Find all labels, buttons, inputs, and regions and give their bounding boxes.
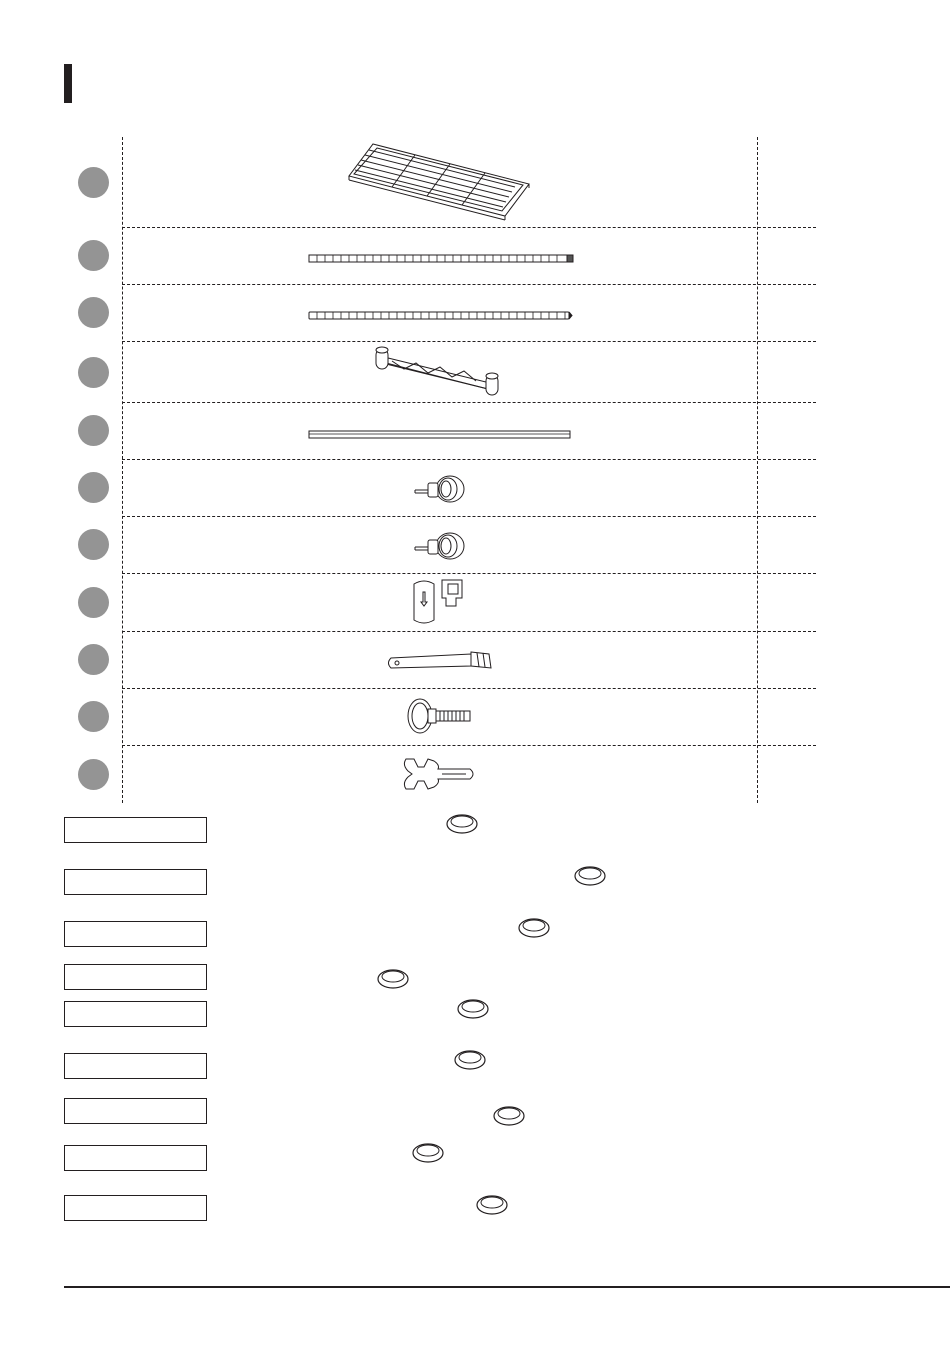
part-marker-icon (518, 916, 550, 938)
part-badge (78, 240, 109, 271)
step-label-box (64, 1195, 207, 1221)
step-label-box (64, 921, 207, 947)
wrench-icon (400, 755, 480, 793)
row-separator (122, 631, 816, 632)
caster-wheel-icon (412, 529, 468, 563)
part-badge (78, 167, 109, 198)
part-marker-icon (454, 1048, 486, 1070)
step-label-box (64, 1053, 207, 1079)
step-label-box (64, 1145, 207, 1171)
part-badge (78, 701, 109, 732)
part-badge (78, 587, 109, 618)
footer-rule (64, 1286, 950, 1288)
row-separator (122, 516, 816, 517)
part-marker-icon (377, 967, 409, 989)
part-badge (78, 472, 109, 503)
row-separator (122, 284, 816, 285)
part-badge (78, 759, 109, 790)
table-divider-right (757, 137, 758, 803)
post-pole-icon (308, 311, 574, 321)
row-separator (122, 688, 816, 689)
part-badge (78, 415, 109, 446)
post-pole-icon (308, 254, 574, 264)
support-bar-icon (370, 345, 506, 399)
table-divider-left (122, 137, 123, 803)
step-label-box (64, 1001, 207, 1027)
step-label-box (64, 964, 207, 990)
part-marker-icon (412, 1141, 444, 1163)
caster-wheel-icon (412, 472, 468, 506)
part-badge (78, 529, 109, 560)
part-marker-icon (574, 864, 606, 886)
row-separator (122, 745, 816, 746)
part-badge (78, 357, 109, 388)
step-label-box (64, 869, 207, 895)
title-accent-bar (64, 64, 72, 103)
part-marker-icon (457, 997, 489, 1019)
part-marker-icon (476, 1193, 508, 1215)
part-badge (78, 297, 109, 328)
row-separator (122, 573, 816, 574)
step-label-box (64, 817, 207, 843)
part-marker-icon (493, 1104, 525, 1126)
rod-icon (308, 430, 572, 440)
sleeve-clip-icon (410, 576, 470, 626)
row-separator (122, 341, 816, 342)
part-marker-icon (446, 812, 478, 834)
leveling-foot-icon (406, 696, 476, 736)
wire-shelf-icon (345, 140, 535, 222)
row-separator (122, 227, 816, 228)
part-badge (78, 644, 109, 675)
row-separator (122, 402, 816, 403)
step-label-box (64, 1098, 207, 1124)
tool-bar-icon (385, 648, 495, 672)
row-separator (122, 459, 816, 460)
